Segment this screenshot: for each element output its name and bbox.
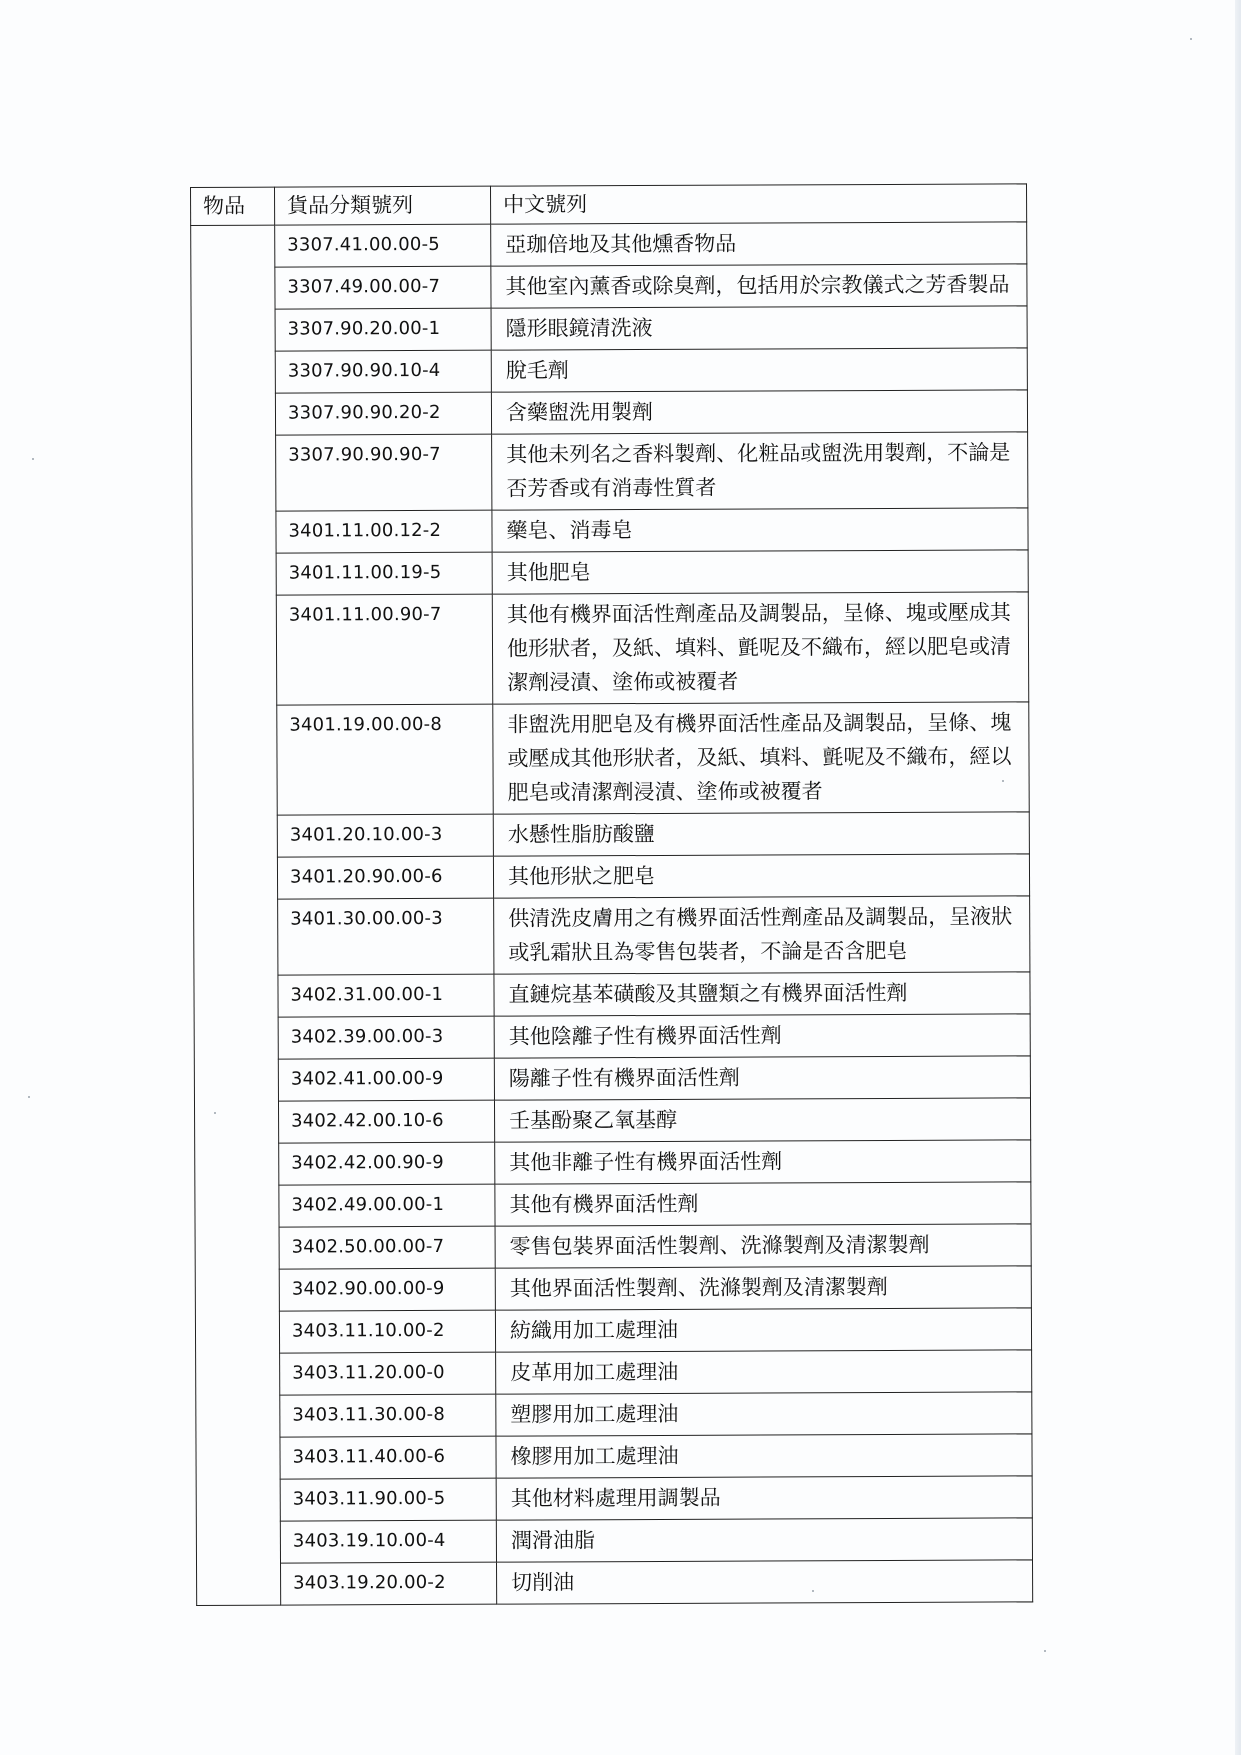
code-cell: 3402.31.00.00-1 bbox=[278, 974, 494, 1017]
code-cell: 3307.49.00.00-7 bbox=[275, 266, 491, 309]
name-cell: 非盥洗用肥皂及有機界面活性產品及調製品，呈條、塊或壓成其他形狀者，及紙、填料、氈呢及不織布，經以肥皂或清潔劑浸漬、塗佈或被覆者 bbox=[493, 702, 1029, 814]
code-cell: 3307.90.90.10-4 bbox=[275, 350, 491, 393]
code-cell: 3402.90.00.00-9 bbox=[279, 1268, 495, 1311]
name-cell: 其他界面活性製劑、洗滌製劑及清潔製劑 bbox=[495, 1266, 1031, 1310]
table-row bbox=[195, 1182, 1031, 1228]
table-row bbox=[192, 508, 1028, 554]
name-cell: 其他室內薰香或除臭劑，包括用於宗教儀式之芳香製品 bbox=[491, 264, 1027, 308]
table-row bbox=[192, 550, 1028, 596]
table-row bbox=[194, 1014, 1030, 1060]
table-row bbox=[195, 1308, 1031, 1354]
name-cell: 其他未列名之香料製劑、化粧品或盥洗用製劑，不論是否芳香或有消毒性質者 bbox=[492, 432, 1028, 510]
name-cell: 陽離子性有機界面活性劑 bbox=[494, 1056, 1030, 1100]
table-row bbox=[194, 1056, 1030, 1102]
name-cell: 其他材料處理用調製品 bbox=[496, 1476, 1032, 1520]
table-row bbox=[196, 1518, 1032, 1564]
table-row bbox=[195, 1140, 1031, 1186]
name-cell: 紡織用加工處理油 bbox=[495, 1308, 1031, 1352]
name-cell: 橡膠用加工處理油 bbox=[496, 1434, 1032, 1478]
code-cell: 3403.11.40.00-6 bbox=[280, 1436, 496, 1479]
name-cell: 零售包裝界面活性製劑、洗滌製劑及清潔製劑 bbox=[495, 1224, 1031, 1268]
code-cell: 3402.39.00.00-3 bbox=[278, 1016, 494, 1059]
code-cell: 3401.11.00.19-5 bbox=[276, 552, 492, 595]
code-cell: 3307.41.00.00-5 bbox=[275, 224, 491, 267]
code-cell: 3401.11.00.90-7 bbox=[276, 594, 492, 705]
code-cell: 3307.90.20.00-1 bbox=[275, 308, 491, 351]
name-cell: 切削油 bbox=[497, 1560, 1033, 1604]
scan-speck bbox=[28, 1096, 30, 1098]
table-row bbox=[196, 1476, 1032, 1522]
table-row bbox=[196, 1434, 1032, 1480]
code-cell: 3403.19.10.00-4 bbox=[280, 1520, 496, 1563]
table-row bbox=[191, 348, 1027, 394]
scan-edge-shadow bbox=[1235, 0, 1241, 1755]
code-cell: 3401.19.00.00-8 bbox=[277, 704, 493, 815]
code-cell: 3402.42.00.90-9 bbox=[279, 1142, 495, 1185]
name-cell: 亞珈倍地及其他燻香物品 bbox=[491, 222, 1027, 266]
table-row bbox=[193, 702, 1029, 816]
code-cell: 3401.30.00.00-3 bbox=[278, 898, 494, 975]
table-row bbox=[197, 1560, 1033, 1606]
item-cell bbox=[191, 225, 281, 1605]
goods-classification-table bbox=[190, 183, 1033, 1606]
name-cell: 含藥盥洗用製劑 bbox=[491, 390, 1027, 434]
table-row bbox=[196, 1392, 1032, 1438]
code-cell: 3403.11.10.00-2 bbox=[279, 1310, 495, 1353]
code-cell: 3307.90.90.20-2 bbox=[275, 392, 491, 435]
code-cell: 3403.11.90.00-5 bbox=[280, 1478, 496, 1521]
code-cell: 3401.11.00.12-2 bbox=[276, 510, 492, 553]
scan-speck bbox=[1190, 38, 1192, 40]
code-cell: 3307.90.90.90-7 bbox=[276, 434, 492, 511]
header-name: 中文號列 bbox=[490, 184, 1026, 224]
table-body bbox=[191, 222, 1033, 1606]
code-cell: 3402.50.00.00-7 bbox=[279, 1226, 495, 1269]
name-cell: 其他有機界面活性劑 bbox=[495, 1182, 1031, 1226]
name-cell: 壬基酚聚乙氧基醇 bbox=[494, 1098, 1030, 1142]
name-cell: 水懸性脂肪酸鹽 bbox=[493, 812, 1029, 856]
table-row bbox=[195, 1266, 1031, 1312]
table-header-row bbox=[191, 184, 1027, 226]
scan-speck bbox=[1044, 1650, 1046, 1652]
table-row bbox=[193, 854, 1029, 900]
scan-speck bbox=[32, 458, 34, 460]
name-cell: 其他有機界面活性劑產品及調製品，呈條、塊或壓成其他形狀者，及紙、填料、氈呢及不織布，經以肥皂或清潔劑浸漬、塗佈或被覆者 bbox=[492, 592, 1028, 704]
name-cell: 其他肥皂 bbox=[492, 550, 1028, 594]
code-cell: 3401.20.90.00-6 bbox=[277, 856, 493, 899]
table-row bbox=[194, 896, 1030, 976]
code-cell: 3401.20.10.00-3 bbox=[277, 814, 493, 857]
name-cell: 其他形狀之肥皂 bbox=[493, 854, 1029, 898]
header-item: 物品 bbox=[191, 187, 275, 225]
name-cell: 隱形眼鏡清洗液 bbox=[491, 306, 1027, 350]
code-cell: 3403.11.20.00-0 bbox=[280, 1352, 496, 1395]
code-cell: 3403.19.20.00-2 bbox=[281, 1562, 497, 1605]
name-cell: 直鏈烷基苯磺酸及其鹽類之有機界面活性劑 bbox=[494, 972, 1030, 1016]
table-row bbox=[191, 390, 1027, 436]
name-cell: 其他非離子性有機界面活性劑 bbox=[495, 1140, 1031, 1184]
table-row bbox=[194, 1098, 1030, 1144]
table-row bbox=[192, 432, 1028, 512]
name-cell: 皮革用加工處理油 bbox=[496, 1350, 1032, 1394]
table-row bbox=[191, 264, 1027, 310]
name-cell: 脫毛劑 bbox=[491, 348, 1027, 392]
code-cell: 3403.11.30.00-8 bbox=[280, 1394, 496, 1437]
table-row bbox=[196, 1350, 1032, 1396]
table-row bbox=[192, 592, 1028, 706]
code-cell: 3402.42.00.10-6 bbox=[278, 1100, 494, 1143]
name-cell: 塑膠用加工處理油 bbox=[496, 1392, 1032, 1436]
code-cell: 3402.41.00.00-9 bbox=[278, 1058, 494, 1101]
name-cell: 供清洗皮膚用之有機界面活性劑產品及調製品，呈液狀或乳霜狀且為零售包裝者，不論是否含肥皂 bbox=[494, 896, 1030, 974]
table-row bbox=[195, 1224, 1031, 1270]
table-row bbox=[193, 812, 1029, 858]
table-row bbox=[194, 972, 1030, 1018]
name-cell: 藥皂、消毒皂 bbox=[492, 508, 1028, 552]
code-cell: 3402.49.00.00-1 bbox=[279, 1184, 495, 1227]
table-row bbox=[191, 306, 1027, 352]
name-cell: 潤滑油脂 bbox=[496, 1518, 1032, 1562]
table-row bbox=[191, 222, 1027, 268]
header-code: 貨品分類號列 bbox=[275, 186, 491, 225]
name-cell: 其他陰離子性有機界面活性劑 bbox=[494, 1014, 1030, 1058]
